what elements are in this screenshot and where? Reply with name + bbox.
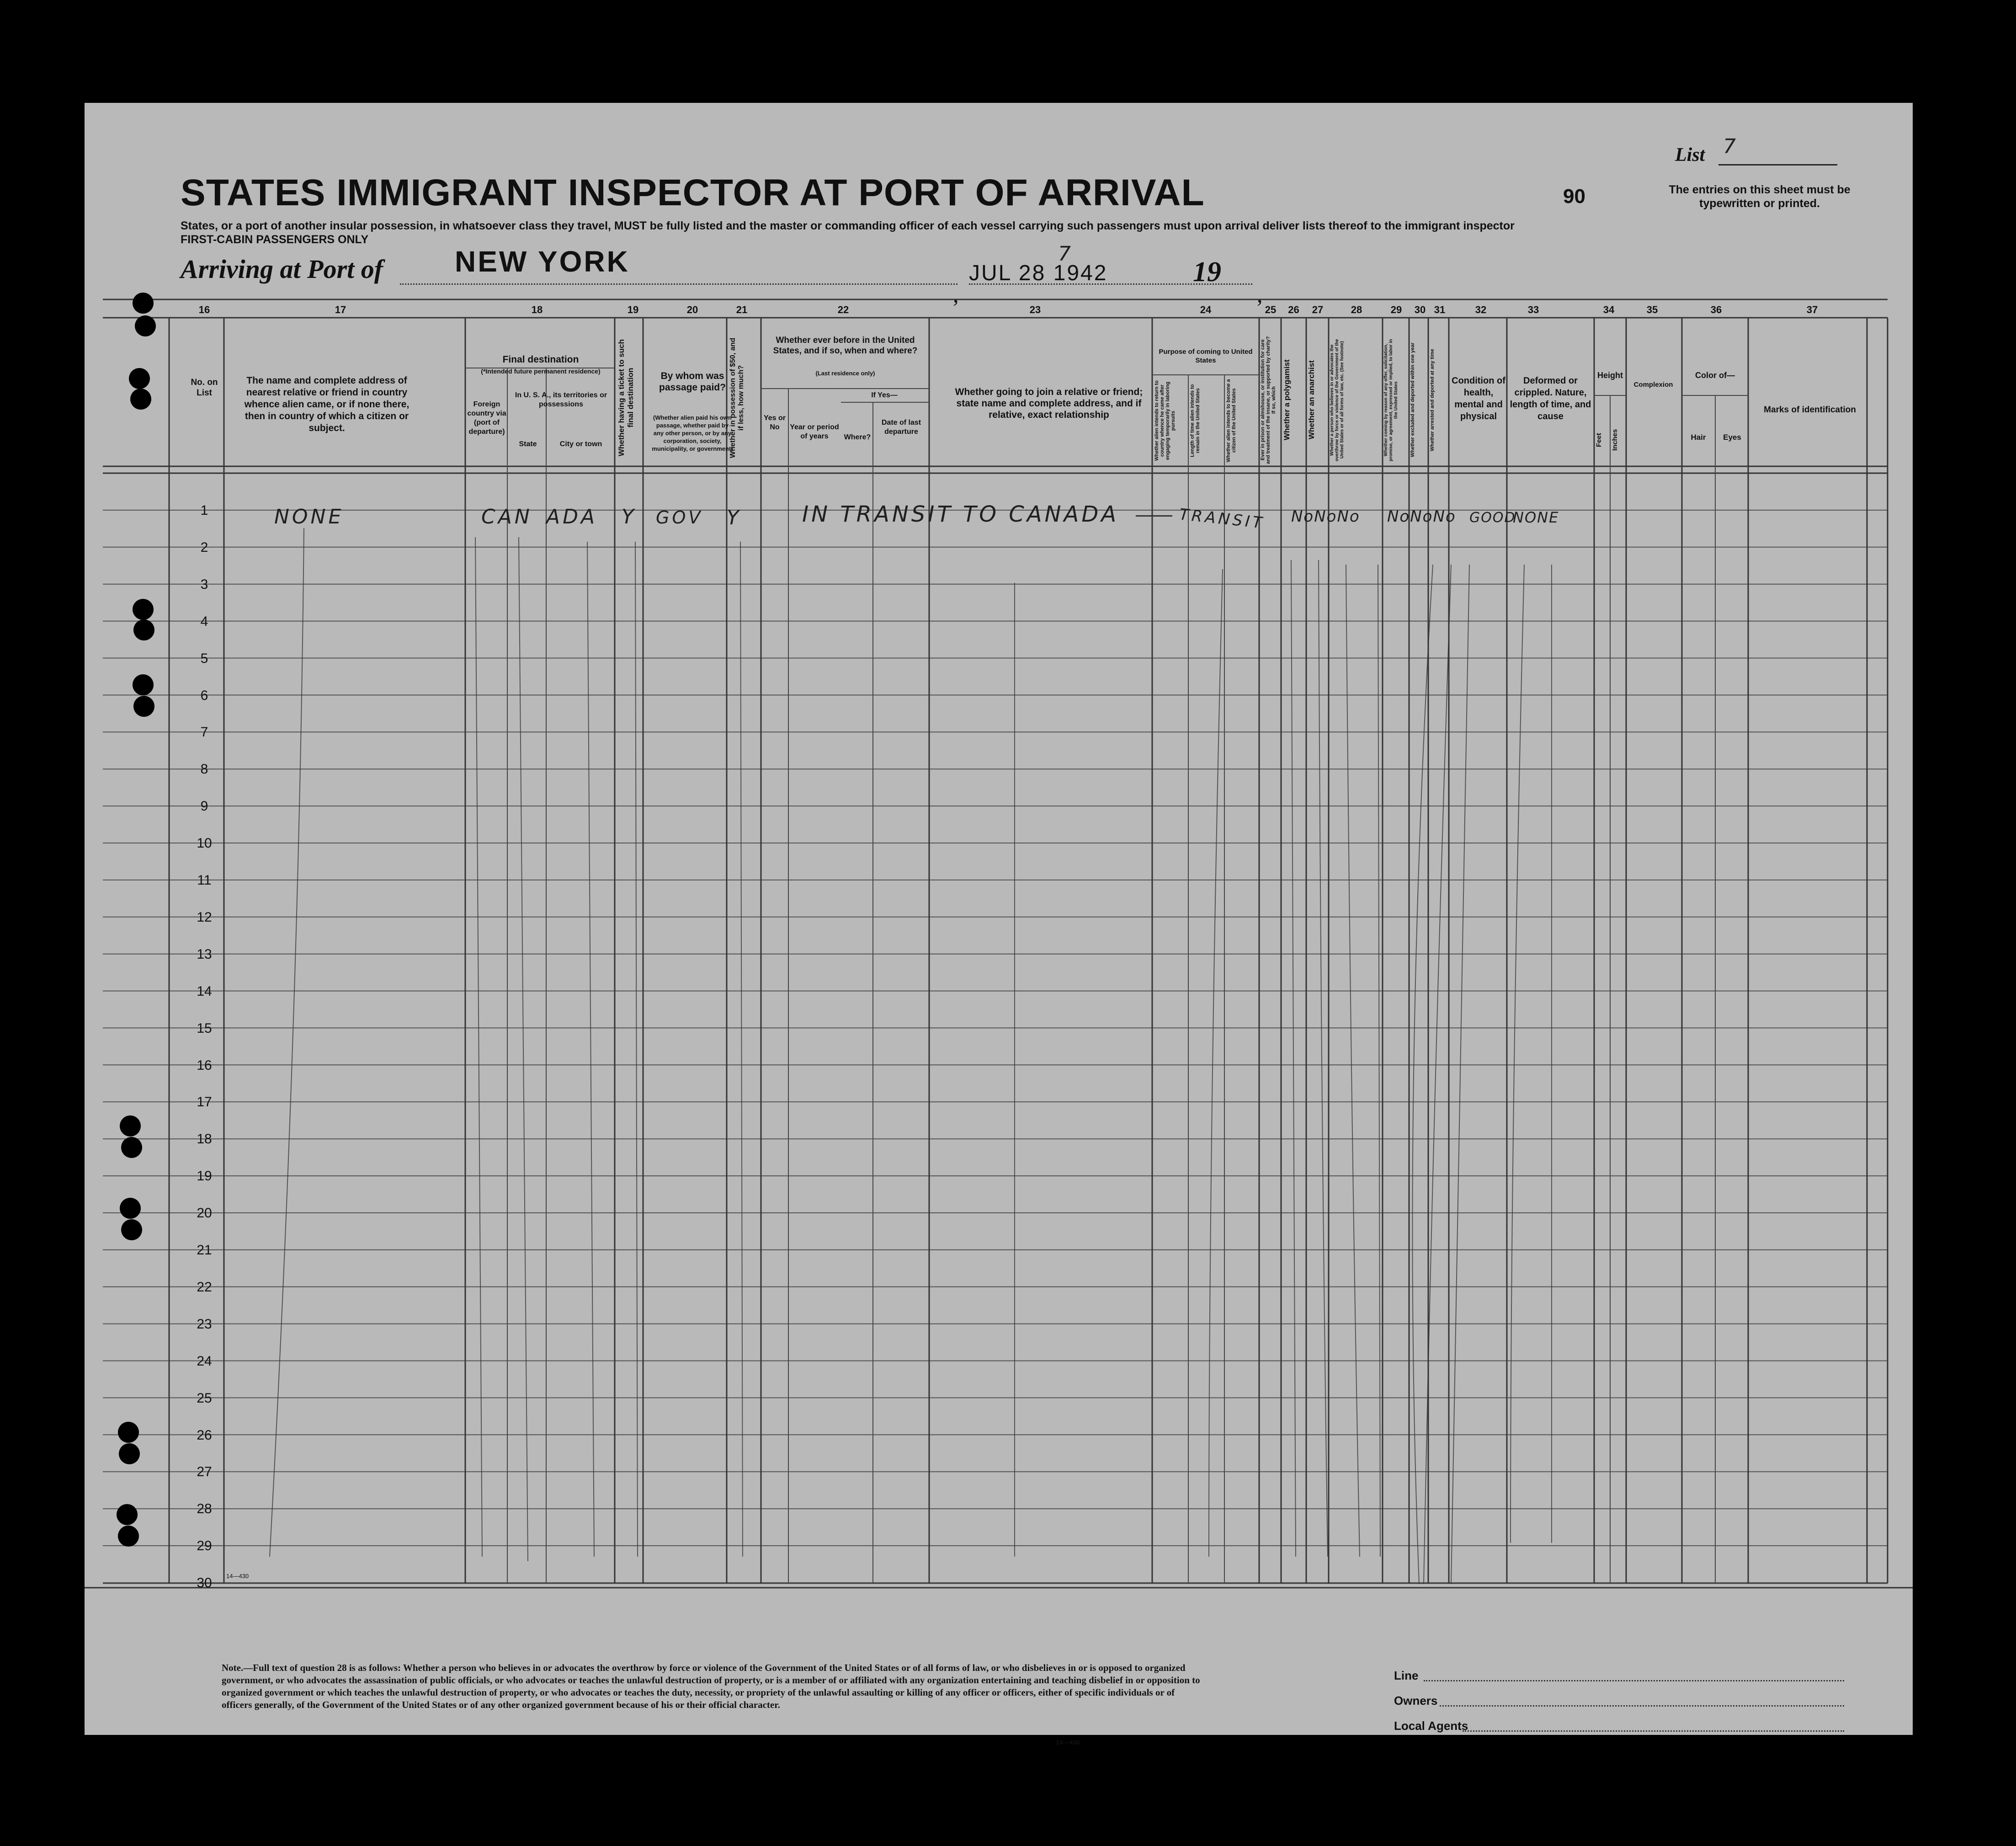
entry-passage-paid: GOV — [656, 507, 703, 528]
class-line: FIRST-CABIN PASSENGERS ONLY — [181, 233, 369, 246]
col-number-29: 29 — [1390, 304, 1402, 315]
punch-hole — [121, 1219, 142, 1240]
col-number-36: 36 — [1710, 304, 1722, 315]
col-number-20: 20 — [686, 304, 698, 315]
row-number: 27 — [197, 1464, 212, 1480]
punch-hole — [117, 1504, 138, 1525]
header-col22-ifyes: If Yes— — [871, 391, 898, 399]
entry-purpose: TRANSIT — [1178, 505, 1266, 533]
header-col20-title: By whom was passage paid? — [659, 371, 726, 393]
header-col36-title: Color of— — [1695, 371, 1735, 380]
header-col34-inches: Inches — [1611, 429, 1619, 451]
col-number-30: 30 — [1414, 304, 1426, 315]
header-col18-usa: In U. S. A., its territories or possessions — [515, 391, 607, 408]
header-col22-where: Where? — [844, 433, 871, 441]
header-col22-title: Whether ever before in the United States, and if so, when and where? — [773, 336, 918, 356]
header-col36-eyes: Eyes — [1723, 433, 1741, 442]
header-col28: Whether a person who believes in or advocates the overthrow by force or violence of the Government of the United States or of all forms of law, etc. (See footnote) — [1330, 339, 1345, 461]
header-col22-note: (Last residence only) — [815, 370, 875, 377]
row-number: 16 — [197, 1057, 212, 1073]
header-col34-title: Height — [1597, 371, 1623, 380]
header-col27: Whether an anarchist — [1307, 360, 1316, 440]
punch-hole — [133, 599, 154, 620]
punch-hole — [118, 1526, 139, 1547]
row-number: 7 — [200, 725, 208, 740]
row-number: 26 — [197, 1427, 212, 1443]
header-col26: Whether a polygamist — [1282, 359, 1291, 441]
col-number-31: 31 — [1434, 304, 1446, 315]
header-col29: Whether coming by reason of any offer, solicitation, promise, or agreement, expressed or implied, to labor in the United States — [1383, 339, 1399, 461]
col-number-26: 26 — [1288, 304, 1299, 315]
row-number: 9 — [200, 799, 208, 814]
col-number-17: 17 — [335, 304, 346, 315]
col-number-22: 22 — [837, 304, 849, 315]
corner-number: 90 — [1563, 185, 1585, 208]
header-col25: Ever in prison or almshouse, or institution for care and treatment of the insane, or supported by charity? If so, which — [1260, 336, 1277, 464]
list-label: List — [1675, 144, 1705, 165]
row-number: 25 — [197, 1390, 212, 1406]
local-agents-label: Local Agents — [1394, 1719, 1468, 1733]
header-col24-c: Whether alien intends to become a citizen of the United States — [1226, 379, 1237, 462]
punch-hole — [120, 1198, 141, 1219]
header-no-on-list: No. on List — [191, 378, 218, 398]
punch-hole — [121, 1137, 142, 1158]
manifest-grid — [85, 103, 1913, 1735]
row-number: 30 — [197, 1575, 212, 1591]
date-correction: 7 — [1058, 242, 1074, 266]
col-number-23: 23 — [1029, 304, 1041, 315]
header-col36-hair: Hair — [1691, 433, 1706, 442]
punch-hole — [130, 389, 151, 410]
row-number: 3 — [200, 576, 208, 592]
entry-relative: NONE — [274, 505, 344, 528]
punch-hole — [129, 368, 150, 389]
row-number: 4 — [200, 614, 208, 629]
punch-hole — [119, 1443, 140, 1464]
entry-fifty-dollars: Y — [727, 506, 742, 529]
manifest-sheet: List 7 90 The entries on this sheet must be typewritten or printed. STATES IMMIGRANT INSPECTOR AT PORT OF ARRIVAL States, or a port of another insular possession, in whatsoever class they travel, MUST be fully listed and the master or commanding officer of each vessel carrying such passengers must upon arrival deliver lists thereof to the immigrant inspector FIRST-CABIN PASSENGERS ONLY Arriving at Port of NEW YORK , JUL 28 1942 7 , 19 16 17 18 19 20 21 22 23 24 25 26 27 28 29 30 31 32 33 34 35 36 37 No. on List The name and complete address of nearest relative or friend in country whence alien came, or if none there, then in country of which a citizen or subject. Final destination (*Intended future permanent residence) Foreign country via (port of departure) In U. S. A., its territories or possessions State City or town Whether having a ticket to such final destination By whom was passage paid? (Whether alien paid his own passage, whether paid by any other person, or by any corporation, society, municipality, or government) Whether in possession of $50, and if less, how much? Whether ever before in the United States, and if so, when and where? (Last residence only) If Yes— Yes or No Year or period of years Where? Date of last departure Whether going to join a relative or friend; state name and complete address, and if relative, exact relationship Purpose of coming to United States Whether alien intends to return to country whence he came after engaging temporarily in laboring pursuits Length of time alien intends to remain in the United States Whether alien intends to become a citizen of the United States Ever in prison or almshouse, or institution for care and treatment of the insane, or supported by charity? If so, which Whether a polygamist Whether an anarchist Whether a person who believes in or advocates the overthrow by force or violence of the Government of the United States or of all forms of law, etc. (See footnote) Whether coming by reason of any offer, solicitation, promise, or agreement, expressed or implied, to labor in the United States Whether excluded and deported within one year Whether arrested and deported at any time Condition of health, mental and physical Deformed or crippled. Nature, length of time, and cause Height Feet Inches Complexion Color of— Hair Eyes Marks of identification 1 2 3 4 5 6 7 8 9 10 11 12 13 14 15 16 17 18 19 20 21 22 23 24 25 26 27 28 29 30 NONE CAN ADA Y GOV Y IN TRANSIT TO CANADA TRANSIT NoNoNo NoNoNo GOOD NONE 14—430 Note.—Full text of question 28 is as follows: Whether a person who believes in or advocates the overthrow by force or violence of the Government of the United States or of all forms of law, or who disbelieves in or is opposed to organized government, or who advocates the assassination of public officials, or who advocates or teaches the unlawful destruction of property, or is a member of or affiliated with any organization entertaining and teaching disbelief in or opposition to organized government or which teaches the unlawful destruction of property, or who advocates or teaches the duty, necessity, or propriety of the unlawful assaulting or killing of any officer or officers, either of specific individuals or of officers generally, of the Government of the United States or of any other organized government because of his or their official character. 14—430 Line Owners Local Agents — [85, 103, 1913, 1735]
row-number: 20 — [197, 1206, 212, 1221]
row-number: 13 — [197, 946, 212, 962]
header-col24-title: Purpose of coming to United States — [1159, 348, 1253, 364]
form-code-grid: 14—430 — [226, 1573, 249, 1579]
col-number-33: 33 — [1527, 304, 1539, 315]
col-number-18: 18 — [531, 304, 543, 315]
entry-destination-foreign: CAN — [481, 505, 532, 528]
col-number-35: 35 — [1646, 304, 1658, 315]
row-number: 18 — [197, 1131, 212, 1147]
punch-hole — [133, 293, 154, 314]
header-col22-yesno: Yes or No — [763, 414, 786, 431]
list-number: 7 — [1723, 135, 1739, 158]
col-number-24: 24 — [1200, 304, 1212, 315]
line-label: Line — [1394, 1669, 1419, 1682]
entry-deformed: NONE — [1513, 509, 1559, 526]
owners-label: Owners — [1394, 1694, 1438, 1707]
col-number-34: 34 — [1603, 304, 1615, 315]
header-col30: Whether excluded and deported within one year — [1410, 342, 1415, 458]
form-code-footer: 14—430 — [1056, 1739, 1080, 1746]
entry-misc-answers: NoNoNo — [1387, 507, 1456, 526]
header-col18-state: State — [519, 440, 537, 448]
entry-joining: IN TRANSIT TO CANADA — [802, 502, 1119, 527]
row-number: 29 — [197, 1538, 212, 1554]
header-col34-feet: Feet — [1595, 433, 1603, 447]
header-col31: Whether arrested and deported at any time — [1430, 349, 1435, 451]
row-number: 10 — [197, 836, 212, 851]
row-number: 12 — [197, 909, 212, 925]
footnote-question-28: Note.—Full text of question 28 is as follows: Whether a person who believes in or advocates the overthrow by force or violence of the Government of the United States or of all forms of law, or who disbelieves in or is opposed to organized government, or who advocates the assassination of public officials, or who advocates or teaches the unlawful destruction of property, or is a member of or affiliated with any organization entertaining and teaching disbelief in or opposition to organized government or which teaches the unlawful destruction of property, or who advocates or teaches the duty, necessity, or propriety of the unlawful assaulting or killing of any officer or officers, either of specific individuals or of officers generally, of the Government of the United States or of any other organized government because of his or their official character. — [222, 1662, 1200, 1710]
header-col18-city: City or town — [559, 440, 602, 448]
row-number: 8 — [200, 762, 208, 777]
row-number: 15 — [197, 1020, 212, 1036]
punch-hole — [120, 1115, 141, 1136]
header-col37: Marks of identification — [1764, 405, 1856, 415]
row-number: 21 — [197, 1243, 212, 1258]
header-col17: The name and complete address of nearest relative or friend in country whence alien came, or if none there, then in country of which a citizen or subject. — [244, 375, 410, 433]
header-col18-title: Final destination — [502, 354, 579, 365]
col-number-27: 27 — [1312, 304, 1324, 315]
row-number: 17 — [197, 1094, 212, 1110]
arriving-label: Arriving at Port of — [181, 254, 383, 284]
row-number: 22 — [197, 1279, 212, 1295]
header-col22-date: Date of last departure — [881, 419, 921, 436]
punch-hole — [133, 619, 154, 640]
row-number: 5 — [200, 651, 208, 666]
row-number: 28 — [197, 1501, 212, 1517]
header-col21: Whether in possession of $50, and if less, how much? — [729, 337, 745, 458]
entry-health: GOOD — [1469, 510, 1516, 526]
date-stamp: JUL 28 1942 — [969, 261, 1108, 285]
row-number: 19 — [197, 1168, 212, 1184]
header-col20-note: (Whether alien paid his own passage, whether paid by any other person, or by any corporation, society, municipality, or government) — [652, 414, 733, 452]
col-number-25: 25 — [1265, 304, 1277, 315]
entry-prison-anarchist: NoNoNo — [1291, 507, 1360, 526]
entry-ticket: Y — [622, 505, 637, 528]
punch-hole — [133, 696, 154, 717]
entries-note: The entries on this sheet must be typewritten or printed. — [1669, 183, 1851, 210]
row-number: 1 — [200, 503, 208, 518]
punch-hole — [118, 1422, 139, 1443]
port-value: NEW YORK — [455, 245, 630, 278]
header-col35: Complexion — [1633, 381, 1673, 389]
col-number-37: 37 — [1806, 304, 1818, 315]
header-col18-foreign: Foreign country via (port of departure) — [467, 400, 506, 436]
page-title: STATES IMMIGRANT INSPECTOR AT PORT OF ARRIVAL — [181, 172, 1205, 213]
year-prefix: 19 — [1193, 256, 1221, 288]
header-col23: Whether going to join a relative or friend; state name and complete address, and if relative, exact relationship — [955, 387, 1143, 420]
col-number-16: 16 — [198, 304, 210, 315]
row-number: 2 — [200, 539, 208, 555]
row-number: 23 — [197, 1316, 212, 1332]
col-number-19: 19 — [627, 304, 639, 315]
col-number-28: 28 — [1351, 304, 1362, 315]
row-number: 24 — [197, 1353, 212, 1369]
punch-hole — [135, 315, 156, 336]
header-col33: Deformed or crippled. Nature, length of time, and cause — [1510, 376, 1591, 421]
header-col19: Whether having a ticket to such final destination — [617, 339, 635, 456]
entry-destination-state: ADA — [546, 505, 598, 528]
col-number-32: 32 — [1475, 304, 1487, 315]
header-col24-b: Length of time alien intends to remain in the United States — [1190, 384, 1201, 457]
header-col24-a: Whether alien intends to return to country whence he came after engaging temporarily in laboring pursuits — [1154, 380, 1176, 461]
row-number: 11 — [197, 873, 212, 888]
subtitle-line: States, or a port of another insular possession, in whatsoever class they travel, MUST be fully listed and the master or commanding officer of each vessel carrying such passengers must upon arrival deliver lists thereof to the immigrant inspector — [181, 219, 1515, 232]
header-col22-year: Year or period of years — [790, 423, 839, 440]
row-number: 14 — [197, 983, 212, 999]
row-number: 6 — [200, 688, 208, 703]
col-number-21: 21 — [736, 304, 748, 315]
header-col32: Condition of health, mental and physical — [1452, 376, 1505, 421]
punch-hole — [133, 674, 154, 695]
header-col18-note: (*Intended future permanent residence) — [481, 368, 601, 375]
